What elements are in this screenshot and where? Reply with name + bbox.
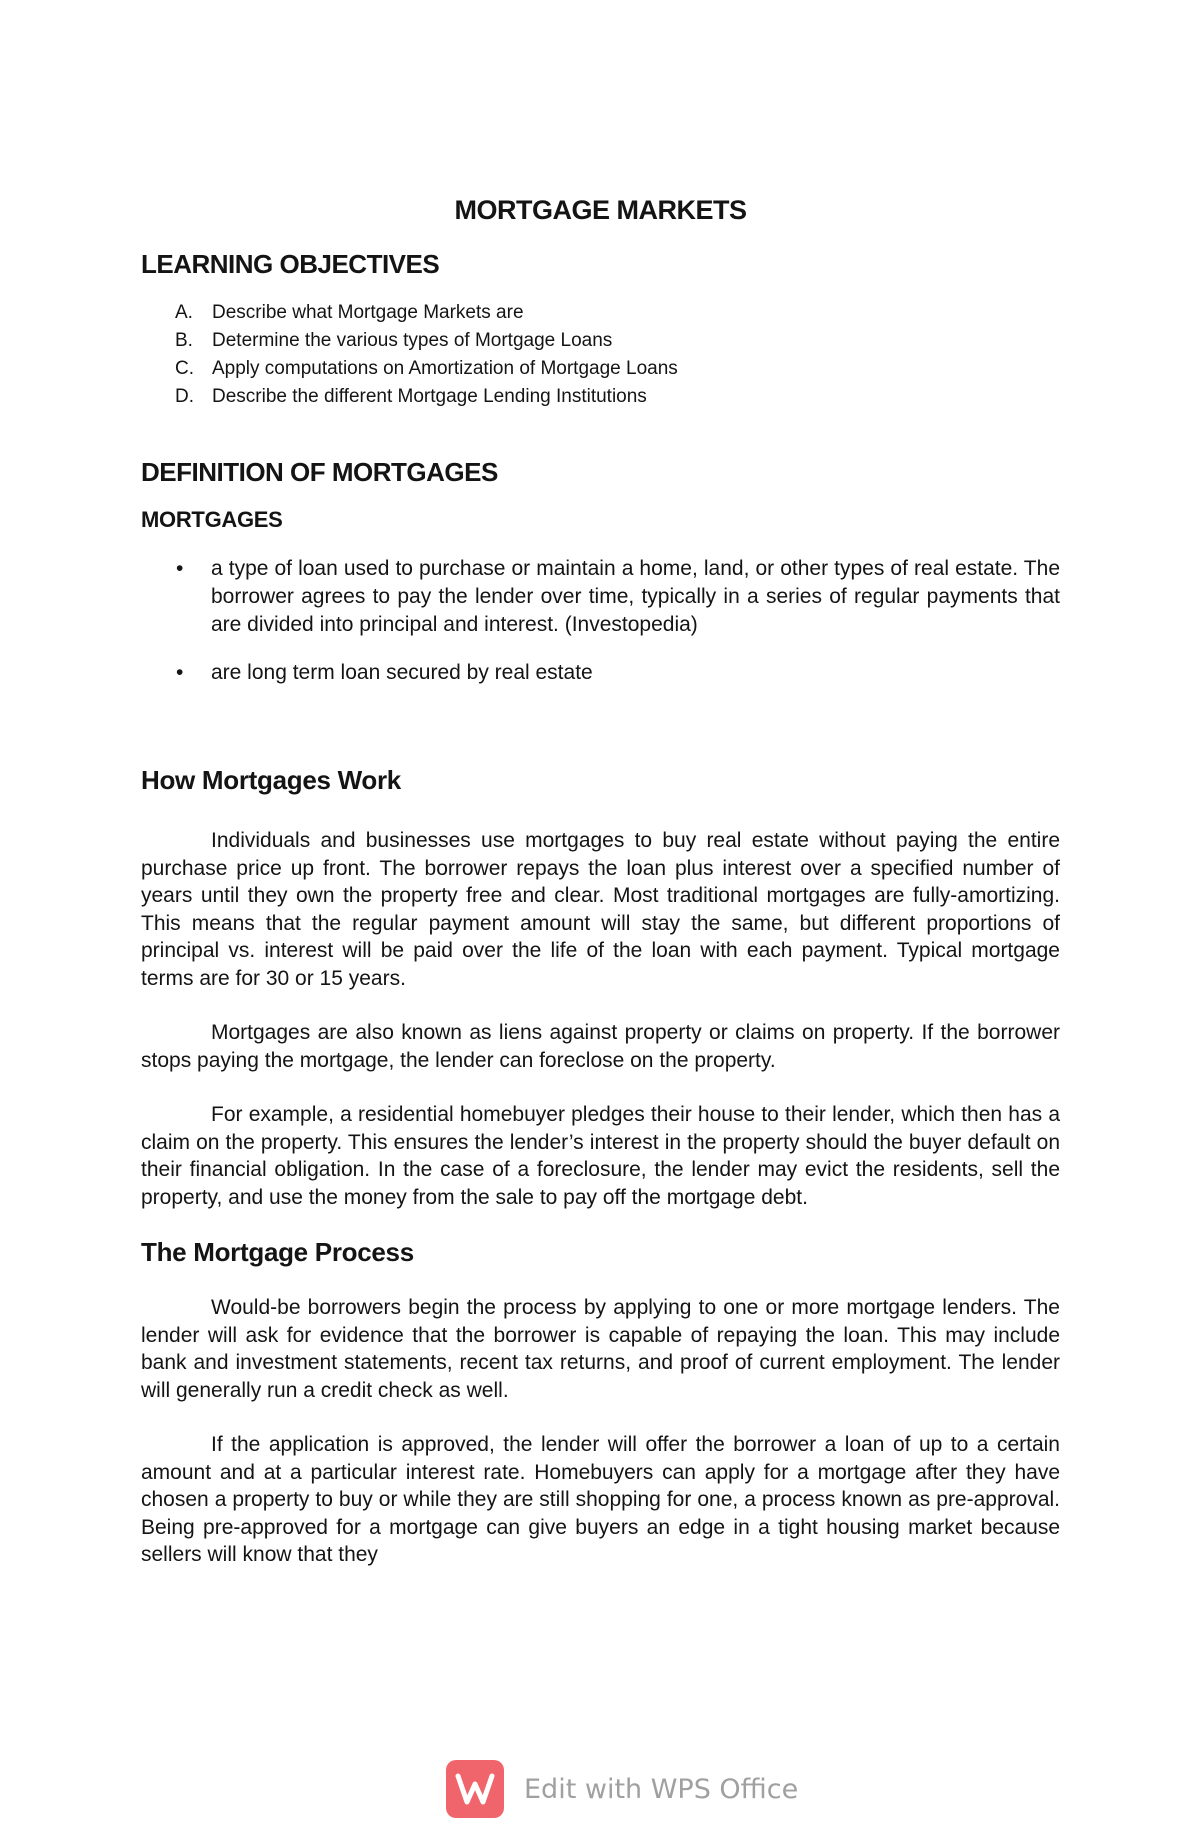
bullet-icon: • (176, 557, 184, 580)
wps-logo-icon (446, 1760, 504, 1818)
list-item-letter: B. (175, 330, 193, 351)
mortgages-subheading: MORTGAGES (141, 507, 283, 532)
list-item (175, 327, 1060, 355)
paragraph: If the application is approved, the lender will offer the borrower a loan of up to a certain amount and at a particular interest rate. Homebuyers can apply for a mortgage after they have chosen a property to buy or while they are still shopping for one, a process known as pre-approval. Being pre-approved for a mortgage can give buyers an edge in a tight housing market because sellers will know that they (141, 1433, 1060, 1566)
list-item-text: Describe the different Mortgage Lending Institutions (212, 386, 647, 407)
document-title: MORTGAGE MARKETS (454, 195, 747, 225)
wps-watermark (446, 1759, 798, 1819)
paragraph: Would-be borrowers begin the process by applying to one or more mortgage lenders. The lender will ask for evidence that the borrower is capable of repaying the loan. This may include bank and investment statements, recent tax returns, and proof of current employment. The lender will generally run a credit check as well. (141, 1296, 1060, 1402)
page-content (141, 193, 1060, 1569)
learning-objectives-list (175, 299, 1060, 411)
list-item (175, 355, 1060, 383)
list-item-letter: D. (175, 386, 194, 407)
bullet-text: are long term loan secured by real estate (211, 661, 593, 684)
list-item (175, 383, 1060, 411)
bullet-text: a type of loan used to purchase or maintain a home, land, or other types of real estate. The borrower agrees to pay the lender over time, typically in a series of regular payments that are divided into principal and interest. (Investopedia) (211, 557, 1060, 636)
list-item-text: Determine the various types of Mortgage Loans (212, 330, 613, 351)
paragraph: Individuals and businesses use mortgages to buy real estate without paying the entire purchase price up front. The borrower repays the loan plus interest over a specified number of years until they own the property free and clear. Most traditional mortgages are fully-amortizing. This means that the regular payment amount will stay the same, but different proportions of principal vs. interest will be paid over the life of the loan with each payment. Typical mortgage terms are for 30 or 15 years. (141, 829, 1060, 990)
list-item-letter: C. (175, 358, 194, 379)
mortgage-process-heading: The Mortgage Process (141, 1237, 414, 1267)
learning-objectives-heading: LEARNING OBJECTIVES (141, 249, 440, 279)
watermark-text: Edit with WPS Office (524, 1773, 799, 1805)
paragraph: Mortgages are also known as liens against property or claims on property. If the borrower stops paying the mortgage, the lender can foreclose on the property. (141, 1021, 1060, 1072)
paragraph: For example, a residential homebuyer pledges their house to their lender, which then has a claim on the property. This ensures the lender’s interest in the property should the buyer default on their financial obligation. In the case of a foreclosure, the lender may evict the residents, sell the property, and use the money from the sale to pay off the mortgage debt. (141, 1103, 1060, 1209)
definition-heading: DEFINITION OF MORTGAGES (141, 457, 498, 487)
bullet-icon: • (176, 661, 184, 684)
list-item-text: Describe what Mortgage Markets are (212, 302, 524, 323)
definition-bullet-list (141, 555, 1060, 687)
list-item (141, 659, 1060, 687)
how-mortgages-work-heading: How Mortgages Work (141, 765, 401, 795)
list-item (141, 555, 1060, 639)
list-item-letter: A. (175, 302, 193, 323)
list-item (175, 299, 1060, 327)
list-item-text: Apply computations on Amortization of Mortgage Loans (212, 358, 678, 379)
